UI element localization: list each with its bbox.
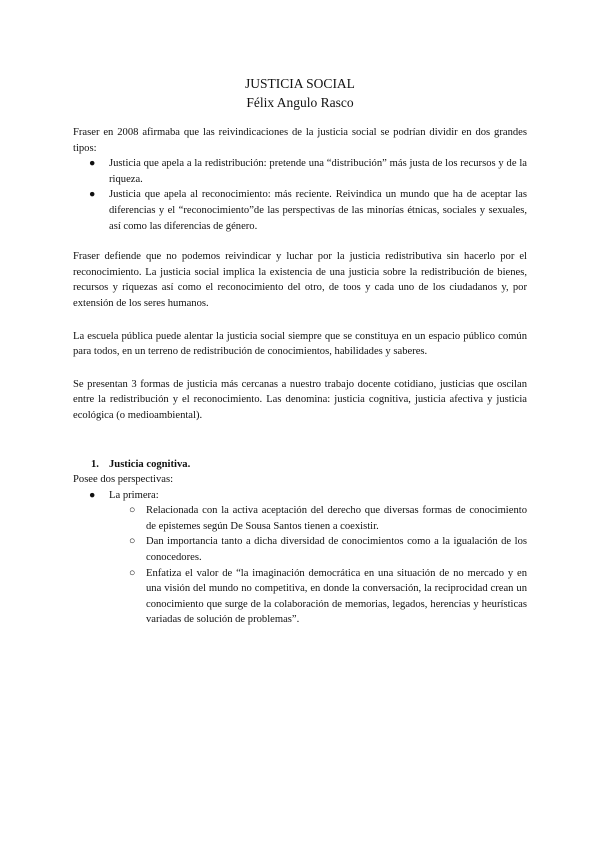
bullet-icon: ●	[89, 158, 96, 170]
title-block	[0, 74, 600, 112]
list-item	[73, 156, 527, 187]
section-intro: Posee dos perspectivas:	[73, 474, 174, 486]
list-item-text: Justicia que apela a la redistribución: pretende una “distribución” más justa de los recursos y de la riqueza.	[109, 158, 527, 185]
document-title: JUSTICIA SOCIAL	[245, 76, 355, 91]
section-heading	[73, 457, 527, 473]
sub-list-item	[73, 534, 527, 565]
sub-item-text: Relacionada con la activa aceptación del derecho que diversas formas de conocimiento de epistemes según De Sousa Santos tienen a coexistir.	[146, 505, 527, 532]
circle-bullet-icon: ○	[129, 536, 136, 548]
section-title: Justicia cognitiva.	[109, 458, 191, 470]
sub-item-text: Enfatiza el valor de “la imaginación democrática en una situación de no mercado y en una visión del mundo no competitiva, en donde la conversación, la reciprocidad crean un conocimiento que surge de la colaboración de memorias, legados, herencias y heurísticas variadas de solución de problemas”.	[146, 567, 527, 626]
circle-bullet-icon: ○	[129, 505, 136, 517]
document-author: Félix Angulo Rasco	[246, 95, 354, 110]
bullet-icon: ●	[89, 489, 96, 501]
sub-items-list	[73, 503, 527, 628]
section-number: 1.	[91, 458, 99, 470]
list-item-text: Justicia que apela al reconocimiento: más reciente. Reivindica un mundo que ha de aceptar las diferencias y el “reconocimiento”de las perspectivas de las minorías étnicas, sociales y sexuales, así como las diferencias de género.	[109, 189, 527, 232]
perspectives-list	[73, 488, 527, 504]
document-body	[73, 125, 527, 628]
sub-item-text: Dan importancia tanto a dicha diversidad de conocimientos como a la igualación de los conocedores.	[146, 536, 527, 564]
justice-types-list	[73, 156, 527, 234]
list-item	[73, 187, 527, 234]
sub-list-item	[73, 503, 527, 534]
sub-list-item	[73, 566, 527, 628]
bullet-icon: ●	[89, 189, 96, 201]
list-item-text: La primera:	[109, 489, 159, 501]
paragraph-fraser: Fraser defiende que no podemos reivindicar y luchar por la justicia redistributiva sin hacerlo por el reconocimiento. La justicia social implica la existencia de una justicia sobre la redistribución de bienes, recursos y riquezas así como el reconocimiento del otro, de toos y cada uno de los ciudadanos y, por extensión de los seres humanos.	[73, 251, 527, 309]
intro-paragraph: Fraser en 2008 afirmaba que las reivindicaciones de la justicia social se podrían dividir en dos grandes tipos:	[73, 127, 527, 154]
paragraph-escuela: La escuela pública puede alentar la justicia social siempre que se constituya en un espacio público común para todos, en un terreno de redistribución de conocimientos, habilidades y saberes.	[73, 330, 527, 358]
list-item	[73, 488, 527, 504]
circle-bullet-icon: ○	[129, 567, 136, 579]
paragraph-formas: Se presentan 3 formas de justicia más cercanas a nuestro trabajo docente cotidiano, justicias que oscilan entre la redistribución y el reconocimiento. Las denomina: justicia cognitiva, justicia afectiva y justicia ecológica (o medioambiental).	[73, 378, 527, 421]
